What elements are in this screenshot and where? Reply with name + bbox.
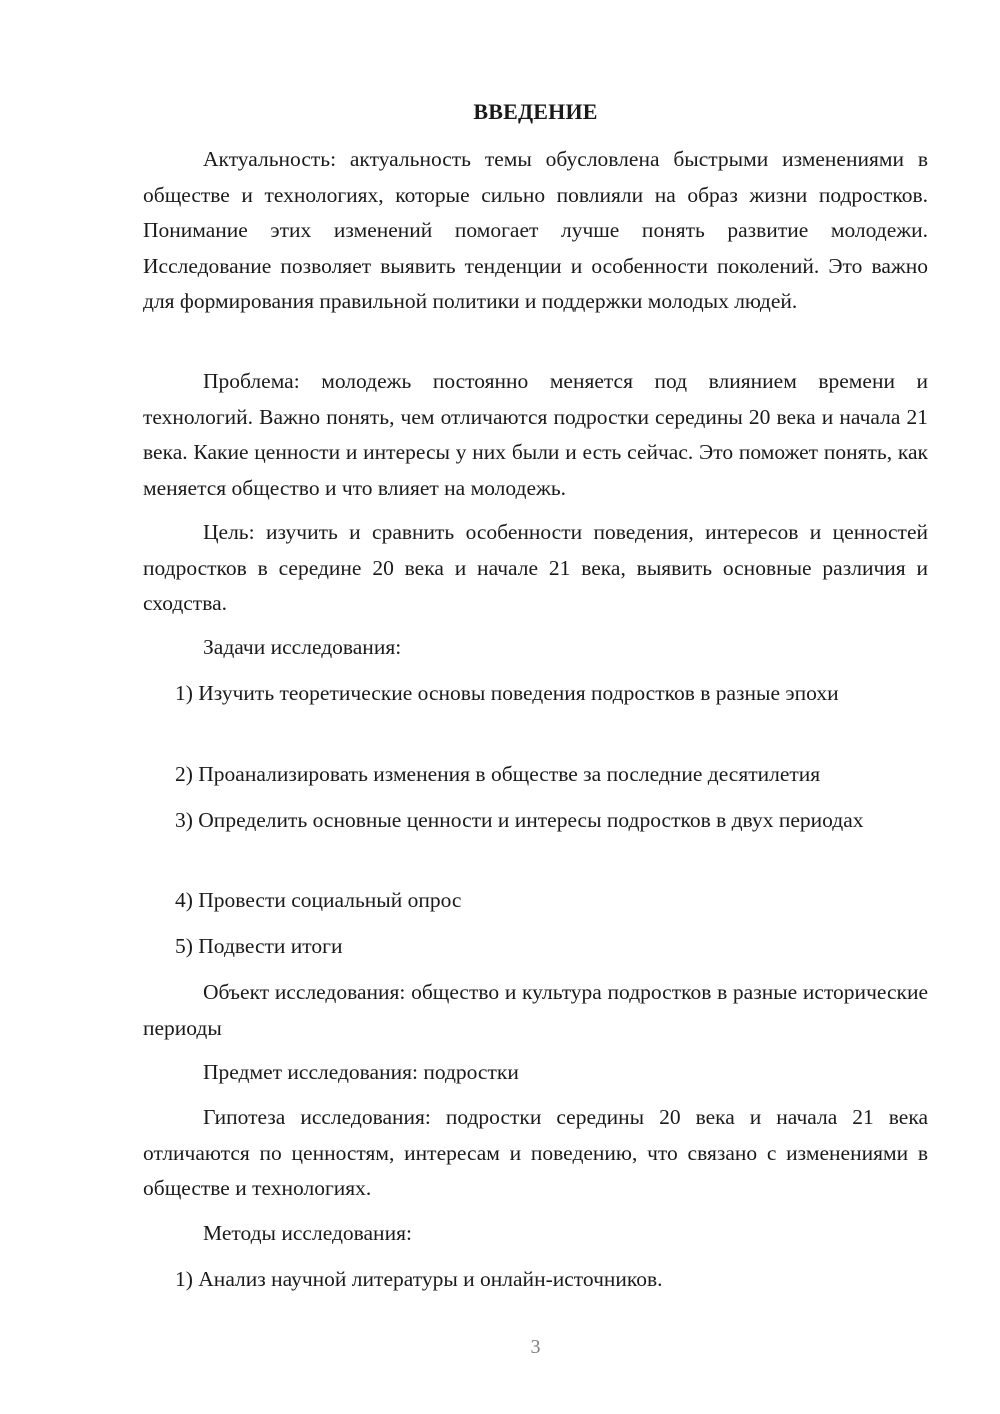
relevance-paragraph: Актуальность: актуальность темы обусловлена быстрыми изменениями в обществе и технологиях, которые сильно повлияли на образ жизни подростков. Понимание этих изменений помогает лучше понять развитие молодежи. Исследование позволяет выявить тенденции и особенности поколений. Это важно для формирования правильной политики и поддержки молодых людей.	[143, 147, 928, 313]
goal-paragraph: Цель: изучить и сравнить особенности поведения, интересов и ценностей подростков в середине 20 века и начале 21 века, выявить основные различия и сходства.	[143, 520, 928, 615]
task-item-2: 2) Проанализировать изменения в обществе за последние десятилетия	[175, 762, 821, 786]
problem-paragraph: Проблема: молодежь постоянно меняется под влиянием времени и технологий. Важно понять, чем отличаются подростки середины 20 века и начала 21 века. Какие ценности и интересы у них были и есть сейчас. Это поможет понять, как меняется общество и что влияет на молодежь.	[143, 369, 928, 500]
methods-title: Методы исследования:	[203, 1221, 412, 1245]
tasks-title: Задачи исследования:	[203, 635, 402, 659]
page-number: 3	[530, 1336, 541, 1358]
task-item-4: 4) Провести социальный опрос	[175, 888, 462, 912]
method-item-1: 1) Анализ научной литературы и онлайн-источников.	[175, 1267, 663, 1291]
subject-paragraph: Предмет исследования: подростки	[203, 1060, 519, 1084]
task-item-1: 1) Изучить теоретические основы поведения подростков в разные эпохи	[175, 681, 839, 705]
task-item-3: 3) Определить основные ценности и интересы подростков в двух периодах	[175, 808, 864, 832]
object-paragraph: Объект исследования: общество и культура подростков в разные исторические периоды	[143, 980, 928, 1040]
section-heading: ВВЕДЕНИЕ	[473, 99, 598, 124]
hypothesis-paragraph: Гипотеза исследования: подростки середины 20 века и начала 21 века отличаются по ценностям, интересам и поведению, что связано с изменениями в обществе и технологиях.	[143, 1105, 928, 1200]
task-item-5: 5) Подвести итоги	[175, 934, 343, 958]
